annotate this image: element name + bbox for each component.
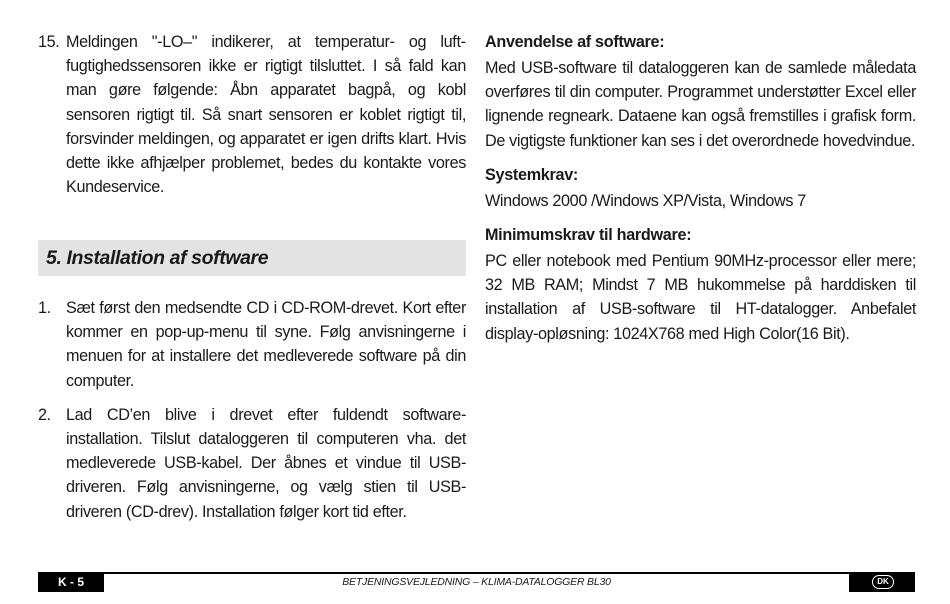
hardware-section (485, 223, 916, 346)
system-section (485, 163, 916, 213)
system-text: Windows 2000 /Windows XP/Vista, Windows 7 (485, 191, 806, 210)
footer-rule (38, 572, 915, 574)
item-text: Meldingen "-LO–" indikerer, at temperatur- og luftfugtighedssensoren ikke er rigtigt tilsluttet. I så fald kan man gøre følgende: Åbn apparatet bagpå, og kobl sensoren rigtigt til. Så snart sensoren er koblet rigtigt til, forsvinder meldingen, og apparatet er igen drifts klart. Hvis dette ikke afhjælper problemet, bedes du kontakte vores Kundeservice. (66, 33, 466, 197)
list-item (38, 296, 466, 393)
list-item (38, 403, 466, 524)
section-title: 5. Installation af software (46, 247, 269, 269)
item-text: Sæt først den medsendte CD i CD-ROM-drevet. Kort efter kommer en pop-up-menu til syne. Følg anvisningerne i menuen for at installere det medleverede software på din computer. (66, 299, 466, 390)
page-footer (38, 572, 915, 592)
usage-section (485, 30, 916, 153)
language-badge (849, 572, 915, 592)
usage-text: Med USB-software til dataloggeren kan de samlede måledata overføres til din computer. Programmet understøtter Excel eller lignende regneark. Dataene kan også fremstilles i grafisk form. De vigtigste funktioner kan ses i det overordnede hovedvindue. (485, 59, 916, 150)
item-text: Lad CD’en blive i drevet efter fuldendt software-installation. Tilslut dataloggeren til computeren vha. det medleverede USB-kabel. Der åbnes et vindue til USB-driveren. Følg anvisningerne, og vælg stien til USB-driveren (CD-drev). Installation følger kort tid efter. (66, 405, 466, 521)
page-number: K - 5 (38, 572, 104, 592)
language-code: DK (872, 575, 894, 589)
item-number: 15. (38, 33, 60, 51)
item-number: 2. (38, 405, 51, 424)
item-number: 1. (38, 299, 51, 317)
system-heading: Systemkrav: (485, 165, 578, 184)
section-heading-bar (38, 240, 466, 276)
right-column (485, 30, 916, 346)
left-column (38, 30, 466, 199)
hardware-text: PC eller notebook med Pentium 90MHz-processor eller mere; 32 MB RAM; Mindst 7 MB hukommelse på harddisken til installation af USB-software til HT-datalogger. Anbefalet display-opløsning: 1024X768 med High Color(16 Bit). (485, 252, 916, 343)
footer-title: BETJENINGSVEJLEDNING – KLIMA-DATALOGGER BL30 (342, 576, 611, 588)
usage-heading: Anvendelse af software: (485, 33, 665, 51)
list-item-15 (38, 30, 466, 199)
installation-steps (38, 296, 466, 524)
hardware-heading: Minimumskrav til hardware: (485, 226, 692, 245)
